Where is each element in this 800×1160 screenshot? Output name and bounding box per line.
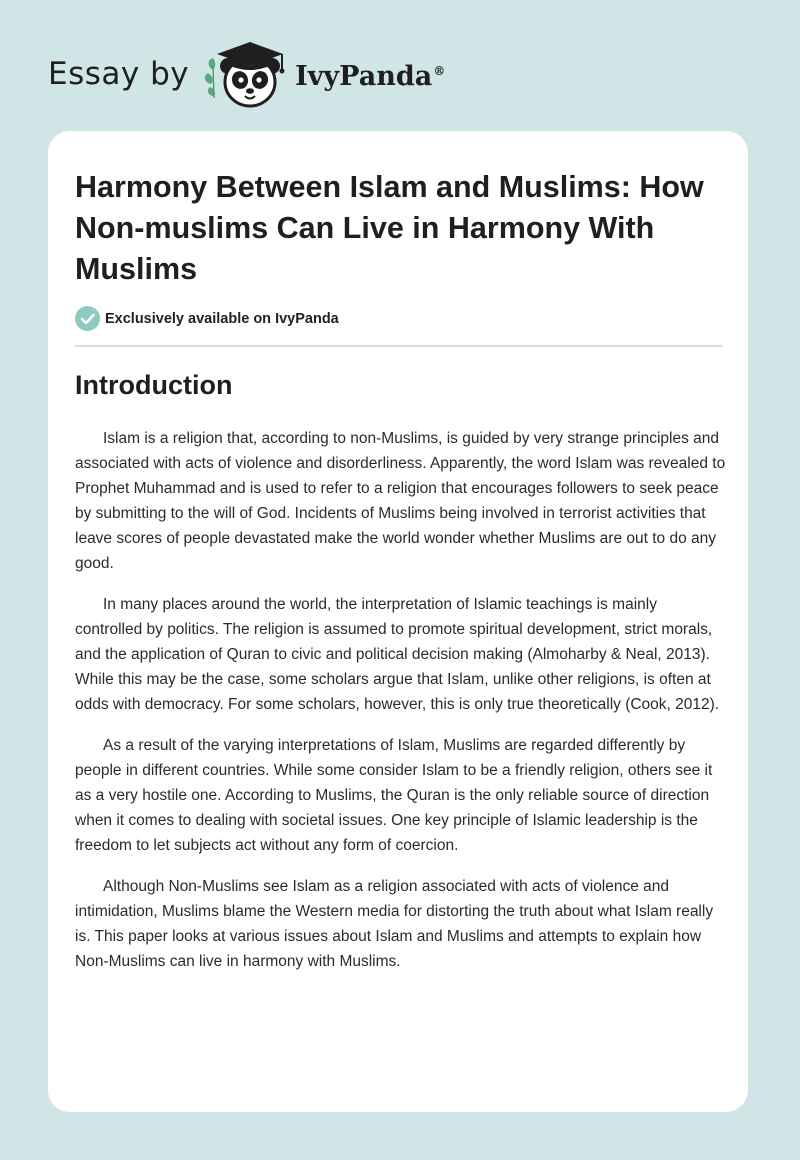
essay-card <box>48 131 748 1112</box>
exclusive-badge <box>75 306 339 331</box>
brand-name-text: IvyPanda <box>295 60 433 92</box>
panda-graduate-logo-icon <box>203 36 293 112</box>
paragraph: As a result of the varying interpretations of Islam, Muslims are regarded differently by people in different countries. While some consider Islam to be a friendly religion, others see it as a very hostile one. According to Muslims, the Quran is the only reliable source of direction when it comes to dealing with societal issues. One key principle of Islamic leadership is the freedom to let subjects act without any form of coercion. <box>75 737 713 854</box>
paragraph: Although Non-Muslims see Islam as a religion associated with acts of violence and intimidation, Muslims blame the Western media for distorting the truth about what Islam really is. This paper looks at various issues about Islam and Muslims and attempts to explain how Non-Muslims can live in harmony with Muslims. <box>75 878 714 970</box>
section-heading-introduction: Introduction <box>75 370 233 400</box>
registered-mark: ® <box>433 63 446 78</box>
brand-header <box>48 34 445 114</box>
brand-name <box>295 61 445 92</box>
title-divider <box>75 345 723 347</box>
check-circle-icon <box>75 306 100 331</box>
paragraph: Islam is a religion that, according to non-Muslims, is guided by very strange principles and associated with acts of violence and disorderliness. Apparently, the word Islam was revealed to Prophet Muhammad and is used to refer to a religion that encourages followers to seek peace by submitting to the will of God. Incidents of Muslims being involved in terrorist activities that leave scores of people devastated make the world wonder whether Muslims are out to do any good. <box>75 430 726 572</box>
essay-title: Harmony Between Islam and Muslims: How Non-muslims Can Live in Harmony With Muslims <box>75 170 704 286</box>
exclusive-badge-label: Exclusively available on IvyPanda <box>105 310 339 327</box>
paragraph: In many places around the world, the interpretation of Islamic teachings is mainly controlled by politics. The religion is assumed to promote spiritual development, strict morals, and the application of Quran to civic and political decision making (Almoharby & Neal, 2013). While this may be the case, some scholars argue that Islam, unlike other religions, is often at odds with democracy. For some scholars, however, this is only true theoretically (Cook, 2012). <box>75 596 720 713</box>
brand-prefix: Essay by <box>48 56 190 92</box>
essay-body <box>75 426 727 990</box>
ivy-leaf-icon <box>205 58 215 98</box>
